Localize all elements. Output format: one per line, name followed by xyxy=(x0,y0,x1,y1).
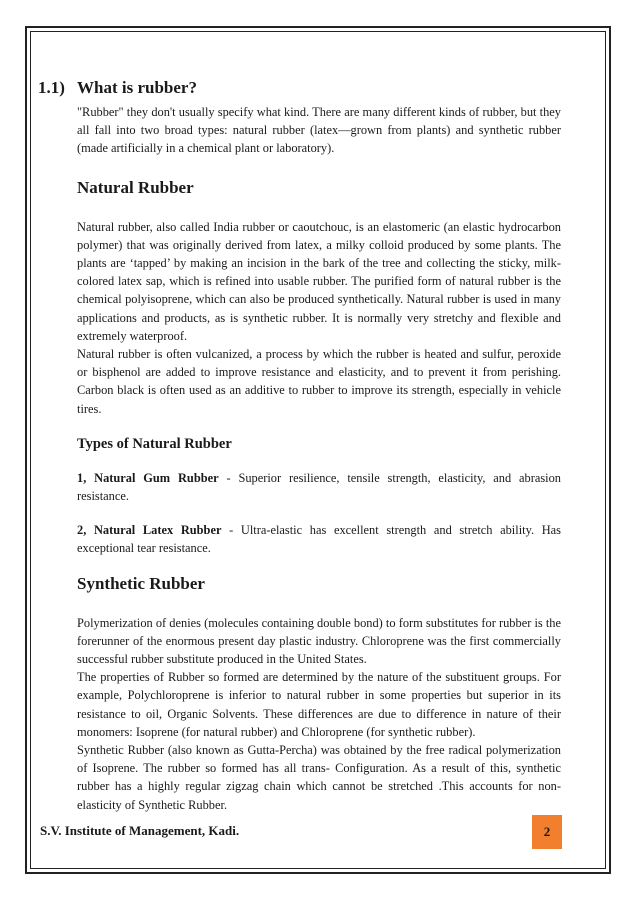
synthetic-rubber-heading: Synthetic Rubber xyxy=(77,573,205,593)
page-number-badge xyxy=(532,815,562,849)
document-body xyxy=(77,78,561,814)
footer-institute: S.V. Institute of Management, Kadi. xyxy=(40,823,240,838)
natural-rubber-heading: Natural Rubber xyxy=(77,177,194,197)
type-item-2-text: Ultra-elastic has excellent strength and stretch ability. Has exceptional tear resistance. xyxy=(77,523,561,556)
synthetic-rubber-paragraph-3: Synthetic Rubber (also known as Gutta-Percha) was obtained by the free radical polymerization of Isoprene. The rubber so formed has all trans- Configuration. As a result of this, synthetic rubber has a highly regular zigzag chain which cannot be stretched .This accounts for non-elasticity of Synthetic Rubber. xyxy=(77,743,561,812)
types-heading: Types of Natural Rubber xyxy=(77,435,232,452)
type-item-1-label: 1, Natural Gum Rubber xyxy=(77,470,219,485)
synthetic-rubber-paragraph-2: The properties of Rubber so formed are determined by the nature of the substituent groups. For example, Polychloroprene is inferior to natural rubber in some properties but superior in its resistance to oil, Organic Solvents. These differences are due to difference in nature of their monomers: Isoprene (for natural rubber) and Chloroprene (for synthetic rubber). xyxy=(77,670,561,739)
natural-rubber-paragraph-2: Natural rubber is often vulcanized, a process by which the rubber is heated and sulfur, peroxide or bisphenol are added to improve resistance and elasticity, and to prevent it from perishing. Carbon black is often used as an additive to rubber to improve its strength, especially in vehicle tires. xyxy=(77,347,561,416)
type-item-1 xyxy=(77,469,561,505)
synthetic-rubber-paragraph-1: Polymerization of denies (molecules containing double bond) to form substitutes for rubber is the forerunner of the enormous present day plastic industry. Chloroprene was the first commercially successful rubber substitute produced in the United States. xyxy=(77,615,561,667)
type-item-1-text: Superior resilience, tensile strength, elasticity, and abrasion resistance. xyxy=(77,470,562,504)
natural-rubber-paragraph-1: Natural rubber, also called India rubber or caoutchouc, is an elastomeric (an elastic hydrocarbon polymer) that was originally derived from latex, a milky colloid produced by some plants. The plants are ‘tapped’ by making an incision in the bark of the tree and collecting the sticky, milk-colored latex sap, which is refined into usable rubber. The purified form of natural rubber is the chemical polyisoprene, which can also be produced synthetically. Natural rubber is used in many applications and products, as is synthetic rubber. It is normally very stretchy and flexible and extremely waterproof. xyxy=(77,219,561,343)
section-title: What is rubber? xyxy=(77,78,197,97)
type-item-1-separator: - xyxy=(218,470,239,485)
page-number: 2 xyxy=(543,824,551,839)
type-item-2-label: 2, Natural Latex Rubber xyxy=(77,523,222,538)
type-item-2 xyxy=(77,521,561,557)
intro-paragraph: "Rubber" they don't usually specify what kind. There are many different kinds of rubber, but they all fall into two broad types: natural rubber (latex—grown from plants) and synthetic rubber (made artificially in a chemical plant or laboratory). xyxy=(77,105,561,156)
section-number: 1.1) xyxy=(38,78,65,97)
type-item-2-separator: - xyxy=(221,523,241,538)
